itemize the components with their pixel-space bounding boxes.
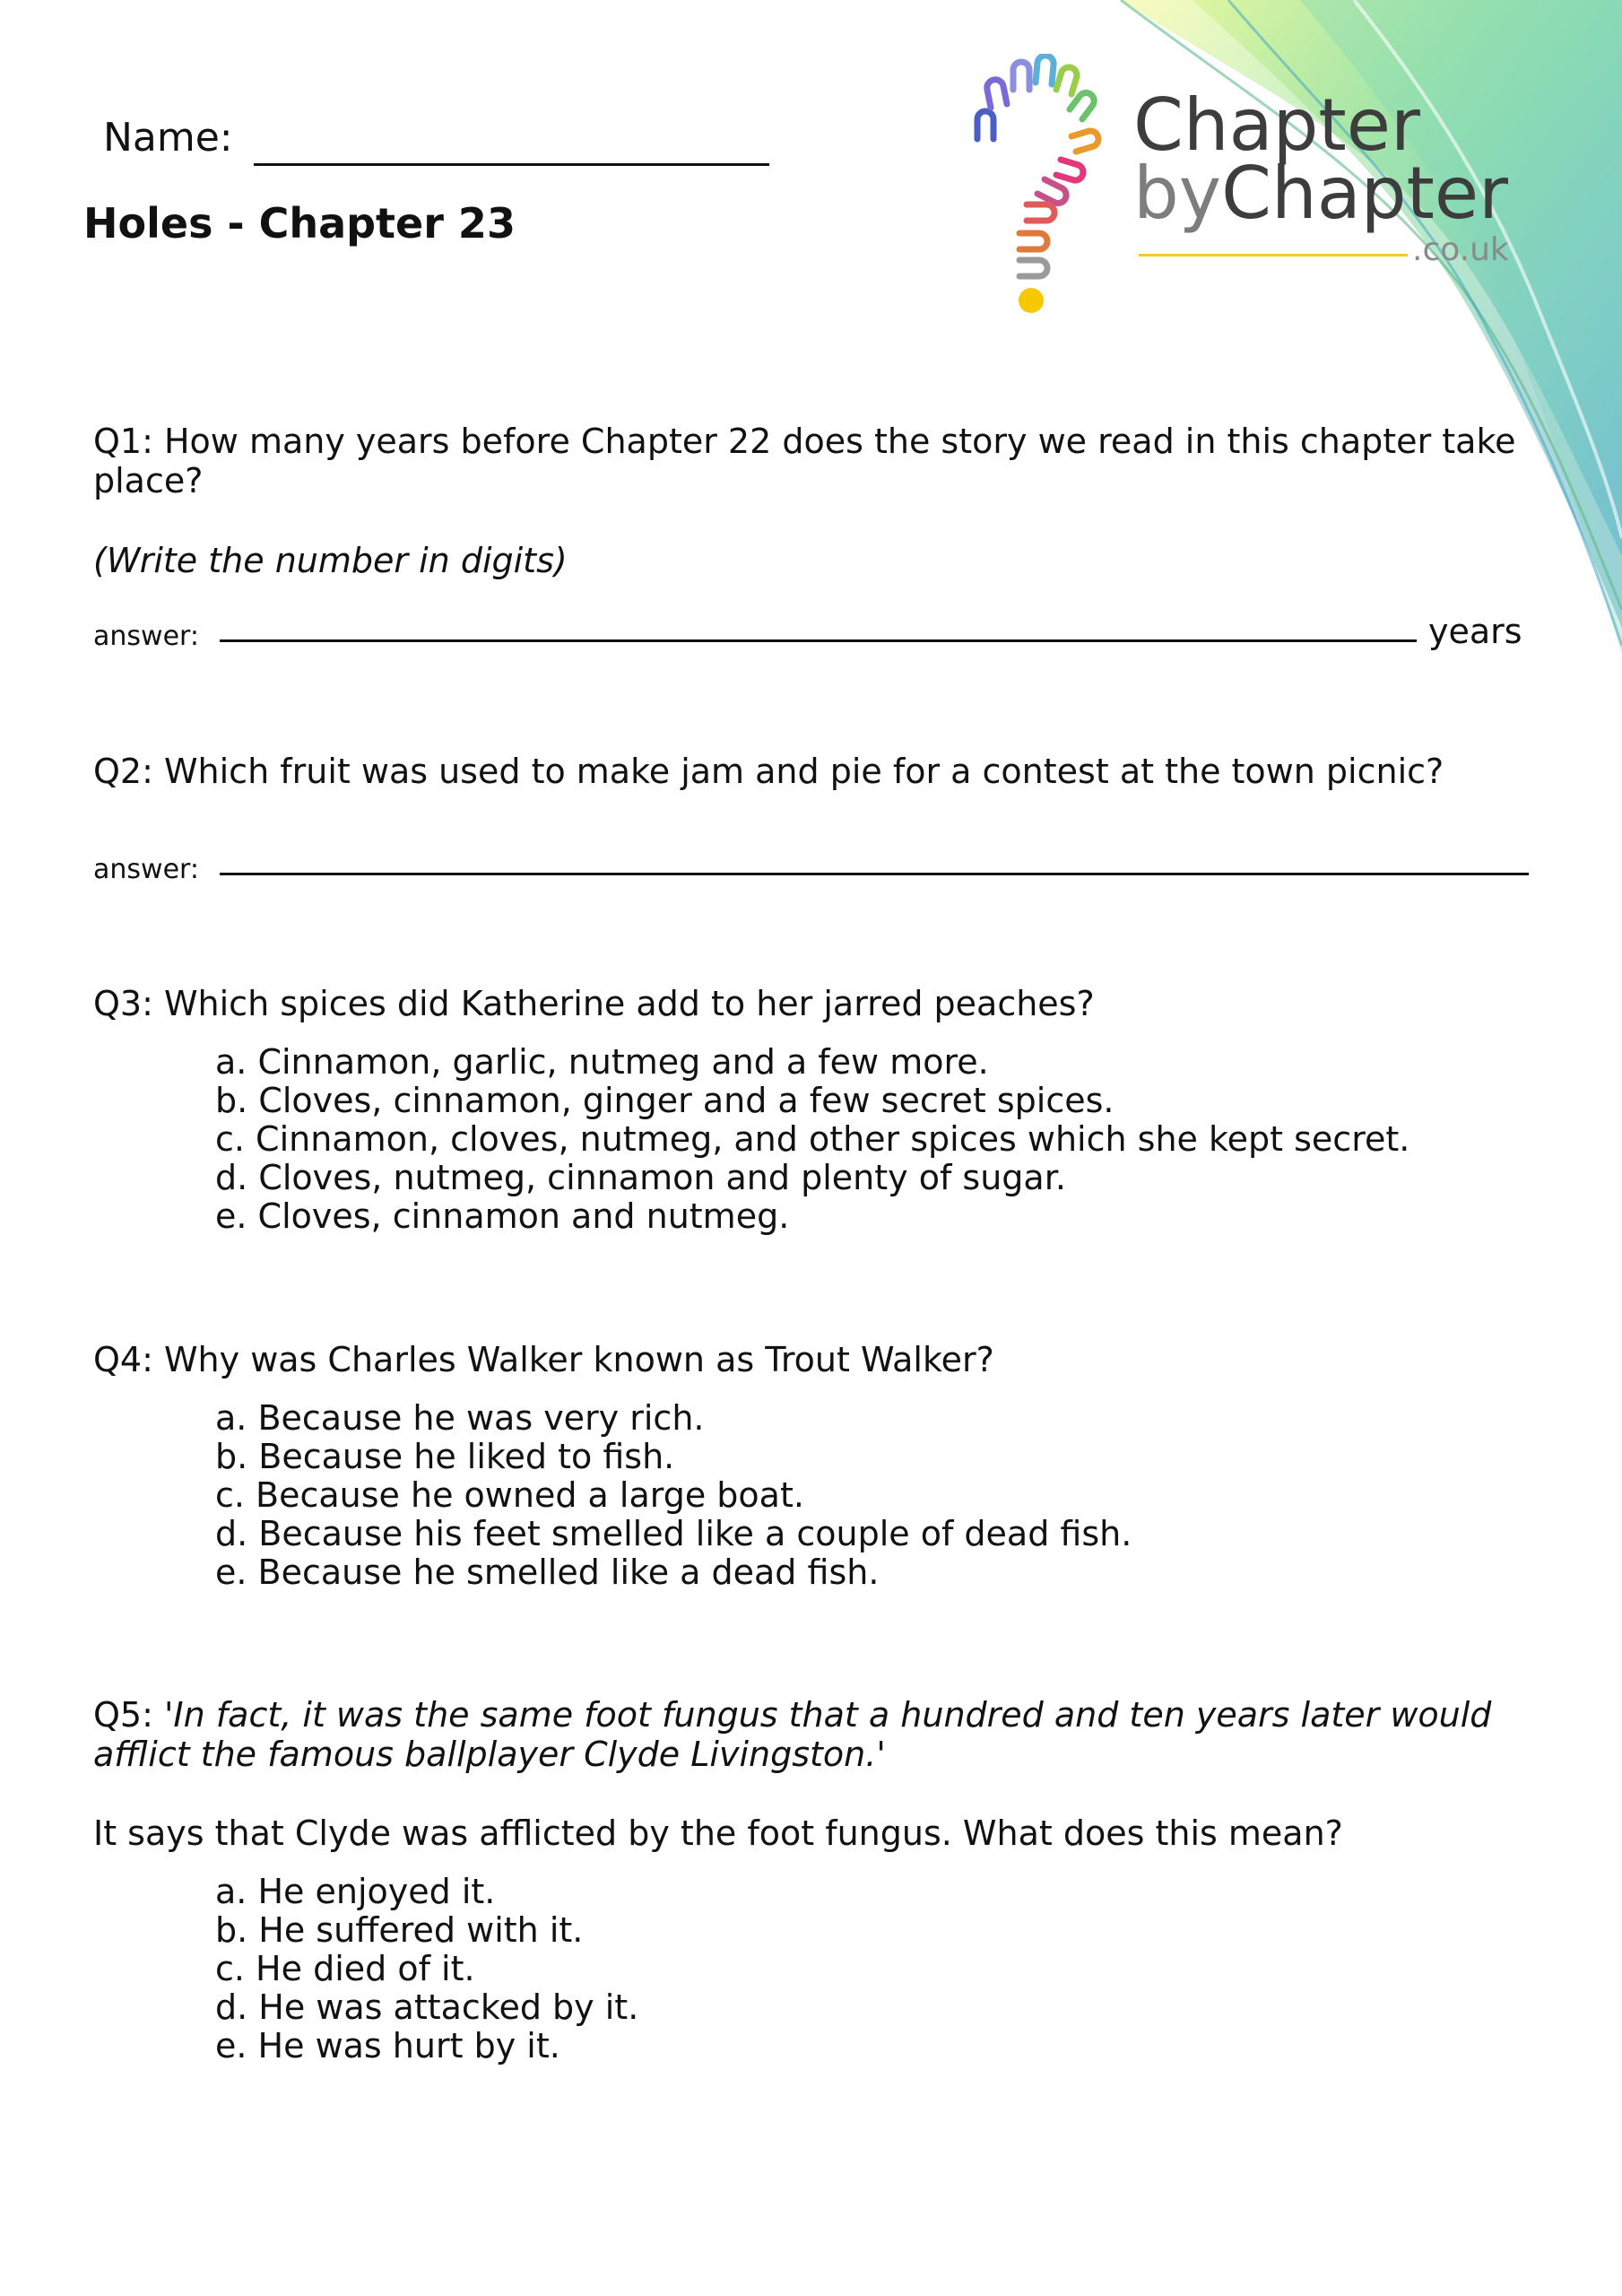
question-3-option-c[interactable]: c. Cinnamon, cloves, nutmeg, and other spices which she kept secret. (215, 1119, 1410, 1159)
question-4-options (215, 1399, 1132, 1592)
logo-line-by-chapter (1133, 152, 1508, 235)
logo-wordmark (1133, 83, 1508, 235)
question-3-options (215, 1043, 1409, 1236)
question-3-option-e[interactable]: e. Cloves, cinnamon and nutmeg. (215, 1196, 790, 1236)
worksheet-title: Holes - Chapter 23 (83, 199, 516, 248)
question-5-quote: 'In fact, it was the same foot fungus that a hundred and ten years later would afflict the famous ballplayer Clyde Livingston.' (93, 1695, 1492, 1774)
question-5-option-b[interactable]: b. He suffered with it. (215, 1910, 584, 1950)
logo-underline (1139, 254, 1408, 257)
logo-domain: .co.uk (1412, 231, 1509, 268)
question-4-option-d[interactable]: d. Because his feet smelled like a couple of dead fish. (215, 1514, 1132, 1553)
question-2-answer-label: answer: (93, 854, 199, 885)
name-field-line[interactable] (254, 163, 769, 166)
question-5-option-e[interactable]: e. He was hurt by it. (215, 2026, 560, 2066)
question-4-option-e[interactable]: e. Because he smelled like a dead fish. (215, 1552, 880, 1592)
question-5-option-d[interactable]: d. He was attacked by it. (215, 1987, 639, 2027)
logo-by: by (1133, 152, 1222, 235)
question-4-text: Q4: Why was Charles Walker known as Trout Walker? (93, 1340, 994, 1379)
question-2-text: Q2: Which fruit was used to make jam and pie for a contest at the town picnic? (93, 752, 1444, 791)
question-3-option-b[interactable]: b. Cloves, cinnamon, ginger and a few secret spices. (215, 1081, 1115, 1120)
question-4-option-c[interactable]: c. Because he owned a large boat. (215, 1475, 804, 1515)
name-label: Name: (103, 115, 233, 161)
question-2-answer-line[interactable] (220, 873, 1529, 875)
question-5-option-c[interactable]: c. He died of it. (215, 1949, 475, 1988)
question-1-answer-label: answer: (93, 621, 199, 652)
question-3-option-d[interactable]: d. Cloves, nutmeg, cinnamon and plenty of sugar. (215, 1158, 1066, 1197)
question-1-unit: years (1428, 612, 1522, 651)
logo-line-chapter: Chapter (1133, 83, 1420, 167)
question-3-text: Q3: Which spices did Katherine add to her jarred peaches? (93, 984, 1095, 1023)
question-4-option-a[interactable]: a. Because he was very rich. (215, 1398, 705, 1438)
logo-chapter-second: Chapter (1221, 152, 1508, 235)
question-5-quote-block (93, 1695, 1537, 1774)
chapter-by-chapter-logo-icon (964, 54, 1107, 314)
question-3-option-a[interactable]: a. Cinnamon, garlic, nutmeg and a few more. (215, 1042, 989, 1082)
question-1-answer-line[interactable] (220, 639, 1417, 642)
question-5-prefix: Q5: (93, 1695, 164, 1735)
question-5-option-a[interactable]: a. He enjoyed it. (215, 1872, 496, 1911)
question-5-options (215, 1873, 638, 2066)
question-5-text: It says that Clyde was afflicted by the foot fungus. What does this mean? (93, 1813, 1343, 1853)
question-1-instruction: (Write the number in digits) (93, 541, 568, 580)
question-1-text: Q1: How many years before Chapter 22 does the story we read in this chapter take place? (93, 422, 1516, 500)
question-4-option-b[interactable]: b. Because he liked to fish. (215, 1437, 675, 1476)
